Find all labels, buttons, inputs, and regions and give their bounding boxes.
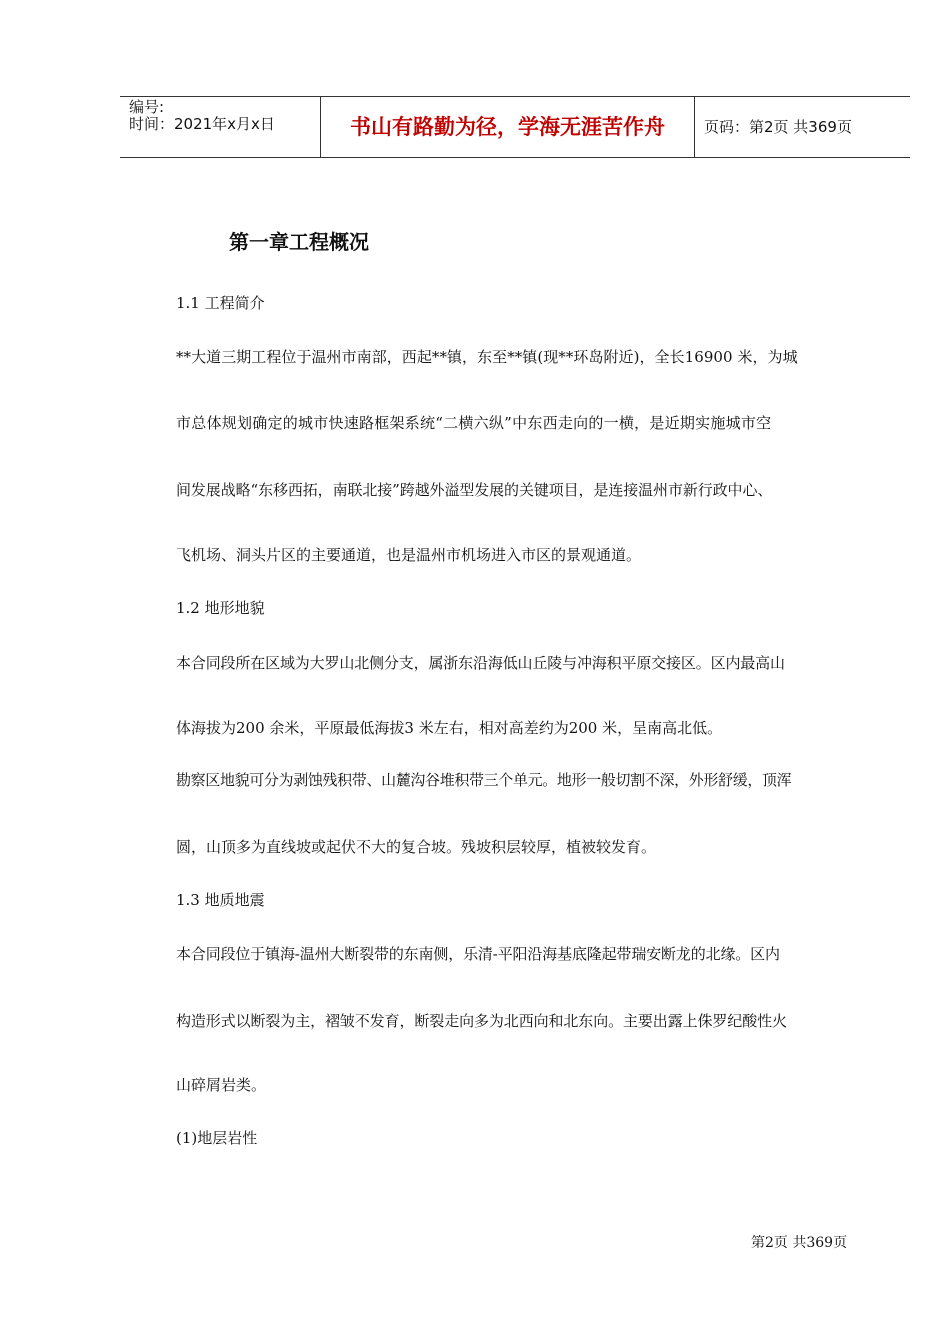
document-number-label: 编号: [129,98,165,116]
header-page-info: 页码：第2页 共369页 [704,118,852,136]
paragraph-line: 本合同段位于镇海-温州大断裂带的东南侧，乐清-平阳沿海基底隆起带瑞安断龙的北缘。区内 [176,945,780,963]
paragraph-line: 构造形式以断裂为主，褶皱不发育，断裂走向多为北西向和北东向。主要出露上侏罗纪酸性火 [176,1012,787,1030]
document-time-label: 时间：2021年x月x日 [129,115,275,133]
paragraph-line: **大道三期工程位于温州市南部，西起**镇，东至**镇(现**环岛附近)，全长16900 米，为城 [176,348,798,366]
paragraph-line: 间发展战略“东移西拓，南联北接”跨越外溢型发展的关键项目，是连接温州市新行政中心、 [176,481,773,499]
document-header [120,96,910,158]
header-meta-cell [120,97,321,157]
subsection-title-stratigraphy: (1)地层岩性 [176,1129,258,1147]
paragraph-line: 山碎屑岩类。 [176,1076,267,1094]
paragraph-line: 本合同段所在区域为大罗山北侧分支，属浙东沿海低山丘陵与冲海积平原交接区。区内最高山 [176,654,785,672]
chapter-title: 第一章工程概况 [229,230,369,254]
header-motto: 书山有路勤为径，学海无涯苦作舟 [321,97,695,157]
section-title-1-3: 1.3 地质地震 [176,891,265,909]
section-title-1-1: 1.1 工程简介 [176,294,265,312]
paragraph-line: 勘察区地貌可分为剥蚀残积带、山麓沟谷堆积带三个单元。地形一般切割不深，外形舒缓，顶浑 [176,771,792,789]
paragraph-line: 飞机场、洞头片区的主要通道，也是温州市机场进入市区的景观通道。 [176,546,642,564]
section-title-1-2: 1.2 地形地貌 [176,599,265,617]
footer-page-info: 第2页 共369页 [751,1235,848,1251]
paragraph-line: 市总体规划确定的城市快速路框架系统“二横六纵”中东西走向的一横，是近期实施城市空 [176,414,772,432]
paragraph-line: 体海拔为200 余米，平原最低海拔3 米左右，相对高差约为200 米，呈南高北低。 [176,719,723,737]
paragraph-line: 圆，山顶多为直线坡或起伏不大的复合坡。残坡积层较厚，植被较发育。 [176,838,657,856]
